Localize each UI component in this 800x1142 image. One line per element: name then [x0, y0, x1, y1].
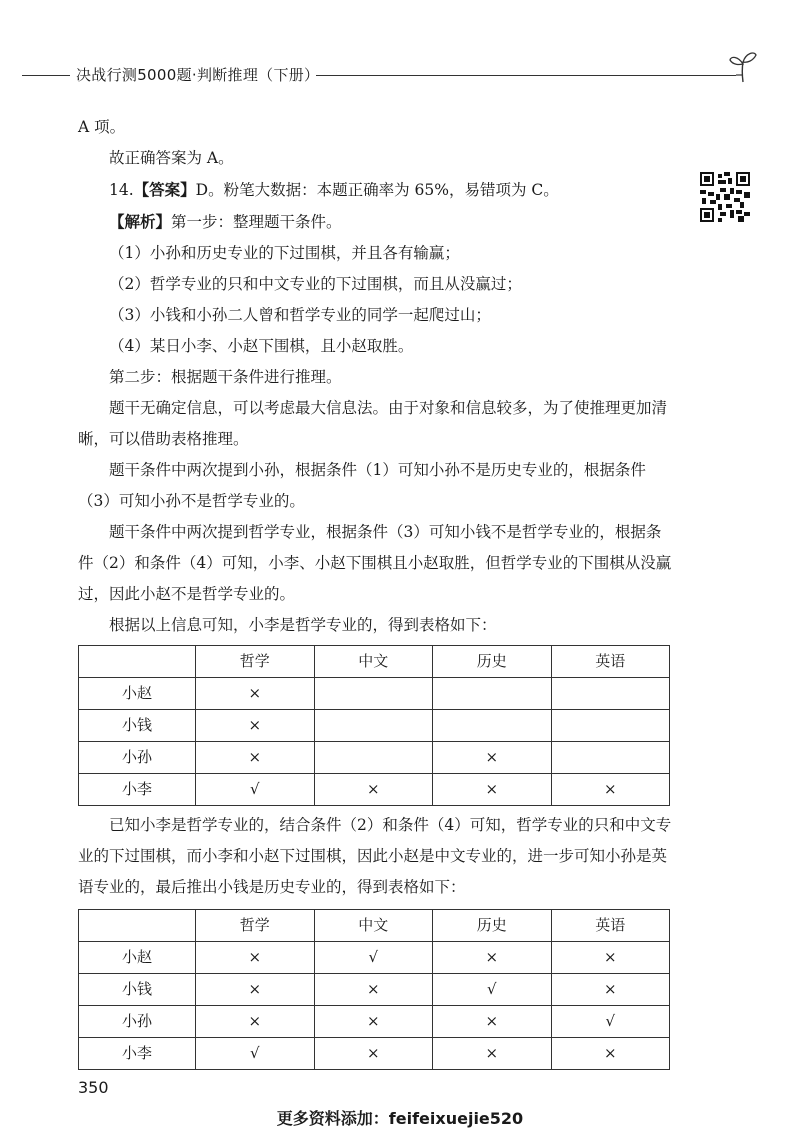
table-cell [79, 646, 196, 678]
table-cell [314, 742, 433, 774]
reasoning-table-1 [78, 645, 670, 806]
condition-3: （3）小钱和小孙二人曾和哲学专业的同学一起爬过山； [109, 306, 491, 324]
condition-1: （1）小孙和历史专业的下过围棋，并且各有输赢； [109, 244, 460, 262]
analysis-para-4: 根据以上信息可知，小李是哲学专业的，得到表格如下： [109, 616, 497, 634]
analysis-para-2: 题干条件中两次提到小孙，根据条件（1）可知小孙不是历史专业的，根据条件（3）可知小孙不是哲学专业的。 [78, 461, 646, 510]
table-cell: × [314, 1006, 433, 1038]
table-row [79, 710, 670, 742]
table-header-row [79, 910, 670, 942]
table-cell: × [551, 942, 670, 974]
table-header-cell: 英语 [551, 910, 670, 942]
answer-tag: 【答案】 [133, 180, 196, 199]
qr-code-icon [700, 172, 750, 222]
table-cell [551, 710, 670, 742]
table-cell: × [433, 1038, 552, 1070]
step-2: 第二步：根据题干条件进行推理。 [109, 368, 342, 386]
table-cell: × [433, 774, 552, 806]
analysis-step1: 第一步：整理题干条件。 [171, 213, 342, 231]
question-14-answer [78, 174, 672, 206]
table-header-cell: 哲学 [196, 646, 315, 678]
row-label: 小孙 [79, 1006, 196, 1038]
analysis-tag: 【解析】 [109, 212, 172, 231]
analysis-heading [78, 206, 672, 238]
table-cell: √ [314, 942, 433, 974]
table-cell: × [314, 774, 433, 806]
table-cell: × [433, 1006, 552, 1038]
table-row [79, 1038, 670, 1070]
header-rule-left [22, 75, 70, 76]
paragraph-answer-a: 故正确答案为 A。 [109, 149, 234, 167]
table-header-cell: 历史 [433, 910, 552, 942]
table-header-cell: 中文 [314, 910, 433, 942]
table-cell: √ [551, 1006, 670, 1038]
condition-4: （4）某日小李、小赵下围棋，且小赵取胜。 [109, 337, 414, 355]
table-cell: × [196, 942, 315, 974]
table-cell [314, 710, 433, 742]
header-rule-right [316, 75, 736, 76]
row-label: 小钱 [79, 710, 196, 742]
table-row [79, 678, 670, 710]
table-cell [433, 678, 552, 710]
table-cell [433, 710, 552, 742]
table-cell [79, 910, 196, 942]
table-cell: √ [196, 774, 315, 806]
page-header [0, 58, 800, 98]
analysis-para-1: 题干无确定信息，可以考虑最大信息法。由于对象和信息较多，为了使推理更加清晰，可以借助表格推理。 [78, 399, 668, 448]
row-label: 小李 [79, 774, 196, 806]
table-row [79, 1006, 670, 1038]
row-label: 小赵 [79, 942, 196, 974]
row-label: 小孙 [79, 742, 196, 774]
table-cell: × [433, 942, 552, 974]
condition-2: （2）哲学专业的只和中文专业的下过围棋，而且从没赢过； [109, 275, 522, 293]
table-cell: × [551, 974, 670, 1006]
row-label: 小李 [79, 1038, 196, 1070]
table-header-cell: 英语 [551, 646, 670, 678]
table-cell: × [314, 974, 433, 1006]
reasoning-table-2 [78, 909, 670, 1070]
table-cell: × [314, 1038, 433, 1070]
table-row [79, 774, 670, 806]
table-cell: √ [433, 974, 552, 1006]
table-header-cell: 哲学 [196, 910, 315, 942]
table-cell: × [551, 774, 670, 806]
table-header-cell: 中文 [314, 646, 433, 678]
table-cell: √ [196, 1038, 315, 1070]
table-row [79, 974, 670, 1006]
page-number: 350 [78, 1078, 109, 1097]
table-row [79, 942, 670, 974]
table-cell: × [196, 1006, 315, 1038]
table-cell: × [196, 678, 315, 710]
table-cell [551, 678, 670, 710]
header-title: 决战行测5000题·判断推理（下册） [76, 66, 320, 84]
sprout-icon [728, 48, 758, 84]
footer-note: 更多资料添加：feifeixuejie520 [276, 1109, 524, 1128]
page-content [78, 112, 672, 1070]
answer-text: D。粉笔大数据：本题正确率为 65%，易错项为 C。 [195, 181, 559, 199]
question-number: 14. [109, 181, 134, 199]
analysis-para-3: 题干条件中两次提到哲学专业，根据条件（3）可知小钱不是哲学专业的，根据条件（2）和条件（4）可知，小李、小赵下围棋且小赵取胜，但哲学专业的下围棋从没赢过，因此小赵不是哲学专业的。 [78, 523, 672, 603]
analysis-para-5: 已知小李是哲学专业的，结合条件（2）和条件（4）可知，哲学专业的只和中文专业的下过围棋，而小李和小赵下过围棋，因此小赵是中文专业的，进一步可知小孙是英语专业的，最后推出小钱是历史专业的，得到表格如下： [78, 816, 672, 896]
table-cell: × [433, 742, 552, 774]
table-cell: × [196, 974, 315, 1006]
table-cell: × [196, 710, 315, 742]
table-row [79, 742, 670, 774]
table-header-cell: 历史 [433, 646, 552, 678]
table-cell: × [196, 742, 315, 774]
table-cell: × [551, 1038, 670, 1070]
paragraph-a-item: A 项。 [78, 118, 126, 136]
row-label: 小钱 [79, 974, 196, 1006]
table-header-row [79, 646, 670, 678]
table-cell [314, 678, 433, 710]
row-label: 小赵 [79, 678, 196, 710]
table-cell [551, 742, 670, 774]
